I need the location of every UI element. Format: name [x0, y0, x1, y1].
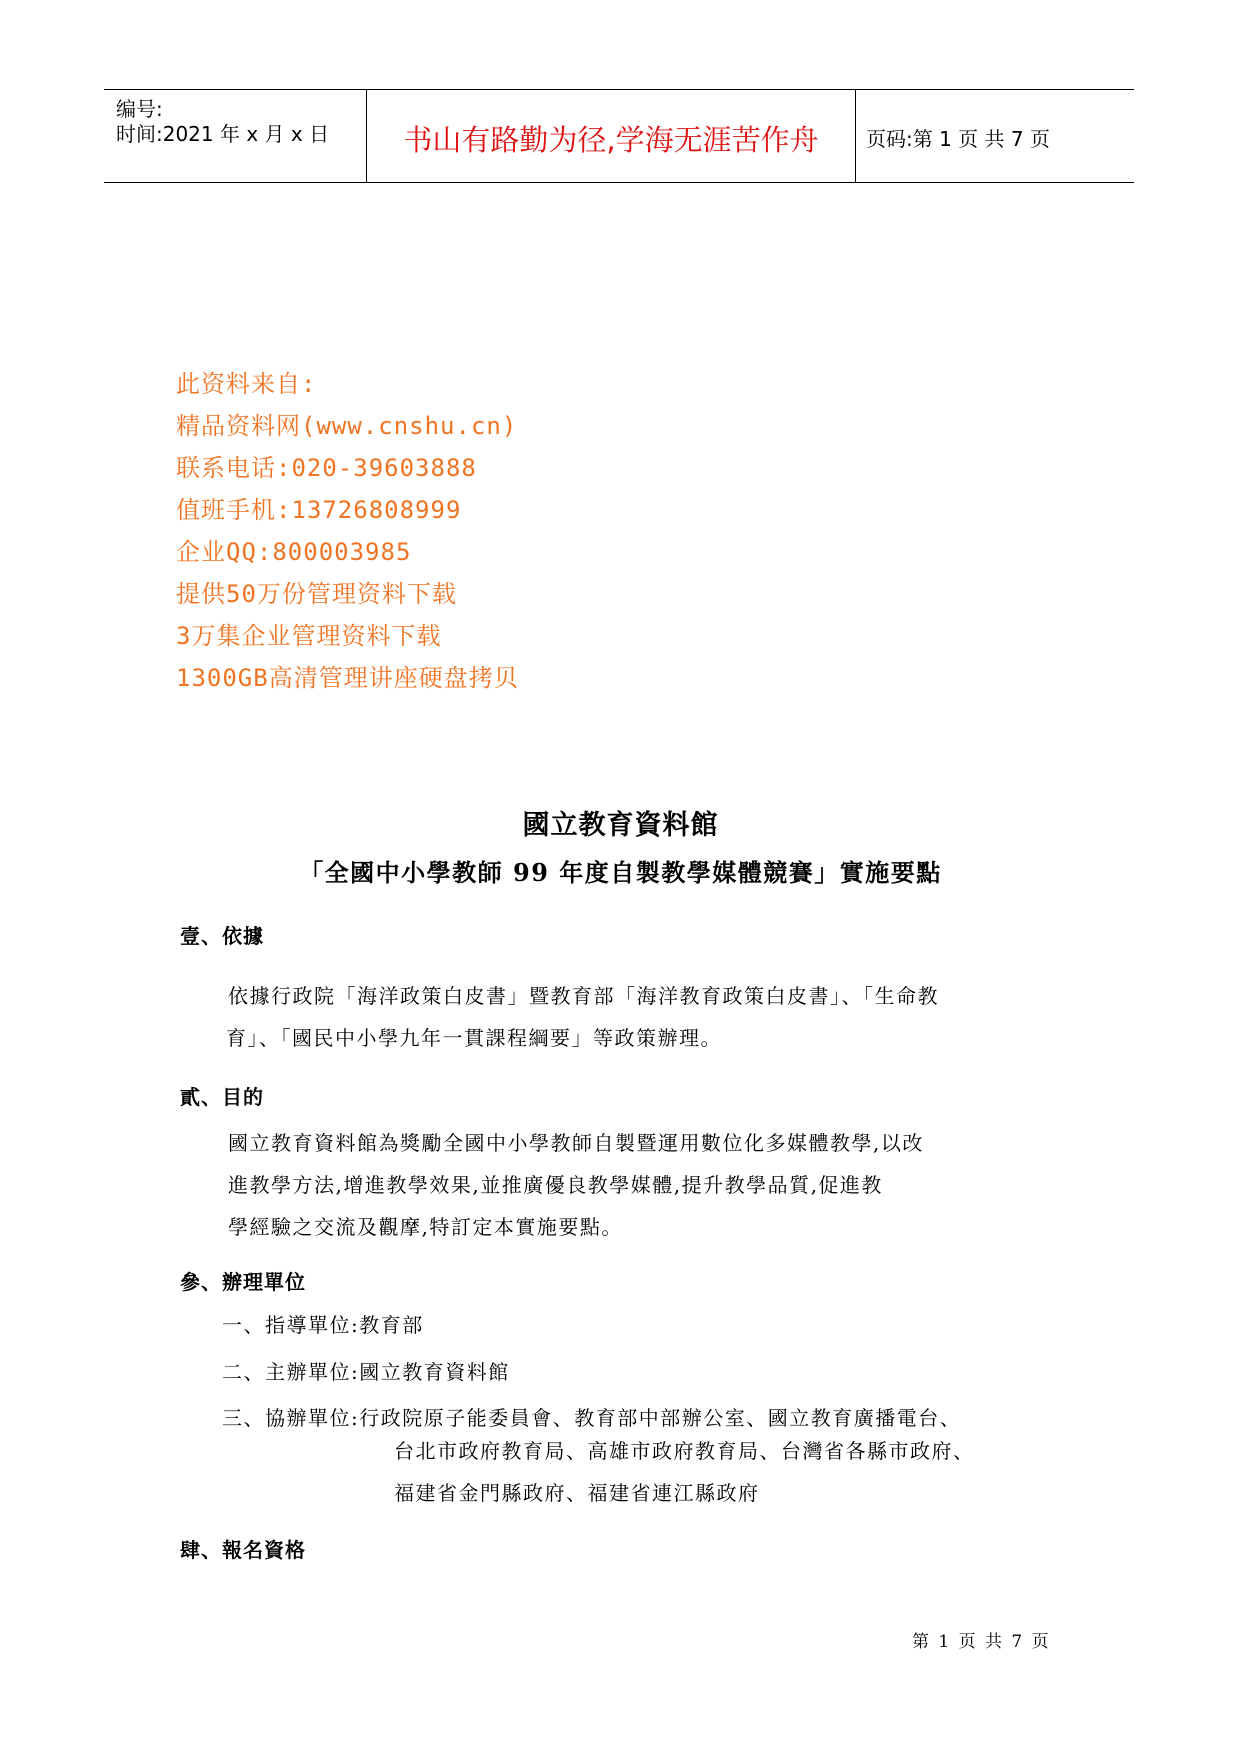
- paragraph-line: 進教學方法,增進教學效果,並推廣優良教學媒體,提升教學品質,促進教: [228, 1173, 883, 1197]
- motto-text: 书山有路勤为径,学海无涯苦作舟: [403, 123, 819, 157]
- section-paragraph: [228, 975, 939, 1059]
- page-header: [104, 89, 1134, 183]
- document-subtitle: 「全國中小學教師 99 年度自製教學媒體競賽」實施要點: [299, 858, 942, 887]
- header-info-cell: [104, 90, 366, 182]
- section-heading: 肆、報名資格: [180, 1538, 306, 1562]
- list-item: 二、主辦單位:國立教育資料館: [222, 1360, 510, 1384]
- paragraph-line: 學經驗之交流及觀摩,特訂定本實施要點。: [228, 1215, 623, 1239]
- promo-line: 1300GB高清管理讲座硬盘拷贝: [176, 664, 519, 692]
- promo-line: 值班手机:13726808999: [176, 496, 462, 524]
- continuation-line: 福建省金門縣政府、福建省連江縣政府: [394, 1481, 760, 1505]
- document-title: 國立教育資料館: [522, 810, 719, 841]
- paragraph-line: 育」、「國民中小學九年一貫課程綱要」等政策辦理。: [226, 1026, 722, 1050]
- list-item: 一、指導單位:教育部: [222, 1313, 424, 1337]
- doc-time-label: 时间:2021 年 x 月 x 日: [116, 122, 330, 146]
- paragraph-line: 依據行政院「海洋政策白皮書」暨教育部「海洋教育政策白皮書」、「生命教: [228, 984, 939, 1008]
- list-item-continuation: [394, 1430, 975, 1514]
- promo-line: 企业QQ:800003985: [176, 538, 412, 566]
- section-paragraph: [228, 1122, 924, 1248]
- header-page-cell: [856, 90, 1134, 182]
- paragraph-line: 國立教育資料館為獎勵全國中小學教師自製暨運用數位化多媒體教學,以改: [228, 1131, 924, 1155]
- header-motto-cell: [366, 90, 856, 182]
- promo-line: 提供50万份管理资料下载: [176, 580, 457, 608]
- section-heading: 參、辦理單位: [180, 1270, 306, 1294]
- promo-line: 3万集企业管理资料下载: [176, 622, 442, 650]
- page-number-label: 页码:第 1 页 共 7 页: [866, 127, 1050, 151]
- list-item: 三、協辦單位:行政院原子能委員會、教育部中部辦公室、國立教育廣播電台、: [222, 1406, 962, 1430]
- promo-line: 精品资料网(www.cnshu.cn): [176, 412, 518, 440]
- promo-line: 联系电话:020-39603888: [176, 454, 477, 482]
- continuation-line: 台北市政府教育局、高雄市政府教育局、台灣省各縣市政府、: [394, 1439, 975, 1463]
- doc-number-label: 编号:: [116, 97, 163, 121]
- section-heading: 貳、目的: [180, 1085, 264, 1109]
- page-footer: 第 1 页 共 7 页: [912, 1632, 1051, 1652]
- section-heading: 壹、依據: [180, 924, 264, 948]
- promo-block: [176, 363, 519, 699]
- promo-line: 此资料来自:: [176, 370, 317, 398]
